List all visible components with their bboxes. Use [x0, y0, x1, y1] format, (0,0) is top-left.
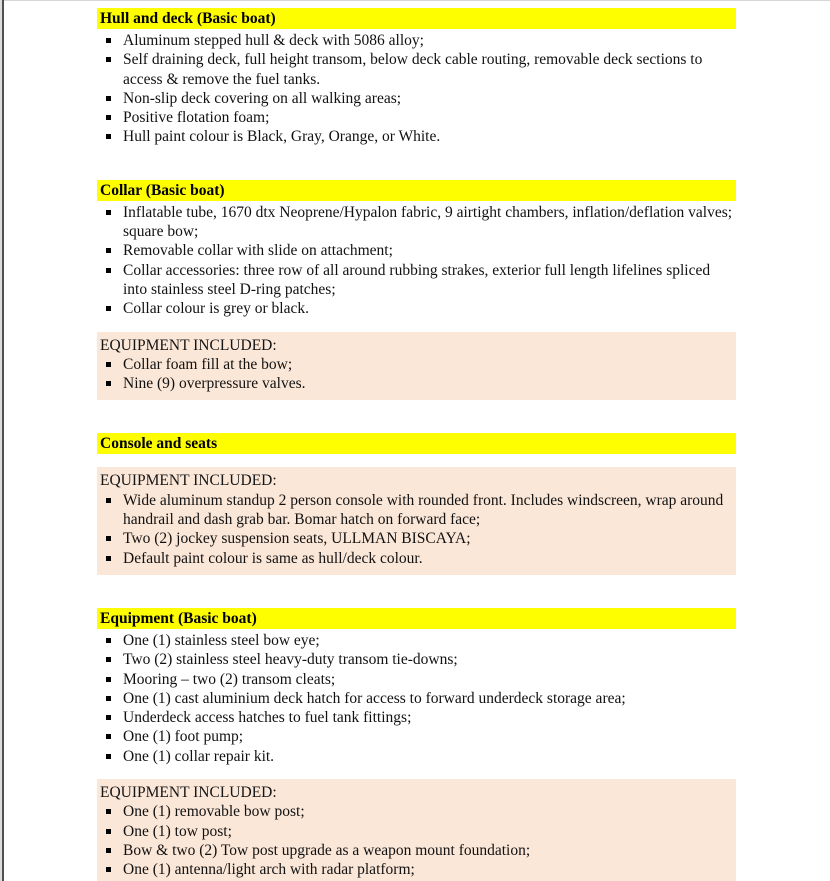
list-item-text: Underdeck access hatches to fuel tank fittings;: [123, 709, 412, 727]
list-item: [97, 374, 736, 393]
bullet-icon: [106, 248, 111, 253]
bullet-icon: [106, 38, 111, 43]
list-item: [97, 549, 736, 568]
document-content: [97, 0, 736, 881]
list-item-text: Bow & two (2) Tow post upgrade as a weapon mount foundation;: [123, 841, 531, 859]
list-item: [97, 127, 736, 146]
list-item: [97, 727, 736, 746]
list-item: [97, 708, 736, 727]
section-header: Equipment (Basic boat): [97, 608, 736, 629]
list-item-text: One (1) collar repair kit.: [123, 747, 275, 765]
list-item-text: One (1) foot pump;: [123, 728, 244, 746]
list-item-text: One (1) antenna/light arch with radar platform;: [123, 861, 415, 879]
list-item: [97, 50, 736, 89]
list-item-text: One (1) removable bow post;: [123, 803, 305, 821]
section-header: Console and seats: [97, 433, 736, 454]
list-item-text: Self draining deck, full height transom, below deck cable routing, removable deck sections to access & remove the fuel tanks.: [123, 51, 703, 88]
list-item-text: Two (2) jockey suspension seats, ULLMAN BISCAYA;: [123, 530, 471, 548]
list-item: [97, 261, 736, 300]
list-item-text: Nine (9) overpressure valves.: [123, 375, 306, 393]
equipment-included-heading: EQUIPMENT INCLUDED:: [100, 784, 277, 802]
equipment-included-heading: EQUIPMENT INCLUDED:: [100, 336, 277, 354]
bullet-icon: [106, 809, 111, 814]
bullet-icon: [106, 134, 111, 139]
list-item-text: Positive flotation foam;: [123, 109, 270, 127]
bullet-icon: [106, 268, 111, 273]
list-item-text: Non-slip deck covering on all walking areas;: [123, 89, 402, 107]
equipment-included-block: [97, 779, 736, 881]
bullet-icon: [106, 381, 111, 386]
list-item-text: Removable collar with slide on attachment;: [123, 242, 393, 260]
equipment-included-block: [97, 467, 736, 574]
list-item-text: Inflatable tube, 1670 dtx Neoprene/Hypalon fabric, 9 airtight chambers, inflation/deflation valves; square bow;: [123, 203, 733, 241]
bullet-icon: [106, 115, 111, 120]
list-item: [97, 355, 736, 374]
list-item: [97, 31, 736, 50]
list-item: [97, 670, 736, 689]
bullet-icon: [106, 498, 111, 503]
list-item: [97, 802, 736, 821]
bullet-list: [97, 31, 736, 147]
bullet-icon: [106, 715, 111, 720]
list-item-text: Aluminum stepped hull & deck with 5086 alloy;: [123, 32, 424, 49]
bullet-icon: [106, 57, 111, 62]
list-item: [97, 491, 736, 530]
equipment-bullet-list: [97, 802, 736, 879]
list-item: [97, 631, 736, 650]
bullet-icon: [106, 848, 111, 853]
bullet-icon: [106, 96, 111, 101]
list-item: [97, 822, 736, 841]
bullet-icon: [106, 638, 111, 643]
bullet-icon: [106, 657, 111, 662]
equipment-bullet-list: [97, 355, 736, 394]
bullet-icon: [106, 556, 111, 561]
bullet-icon: [106, 867, 111, 872]
equipment-included-block: [97, 332, 736, 401]
bullet-icon: [106, 210, 111, 215]
list-item-text: Two (2) stainless steel heavy-duty transom tie-downs;: [123, 651, 458, 669]
list-item: [97, 529, 736, 548]
bullet-icon: [106, 734, 111, 739]
list-item-text: Hull paint colour is Black, Gray, Orange, or White.: [123, 128, 441, 146]
list-item: [97, 860, 736, 879]
list-item-text: Collar colour is grey or black.: [123, 300, 309, 318]
list-item: [97, 747, 736, 766]
bullet-icon: [106, 754, 111, 759]
list-item-text: Wide aluminum standup 2 person console with rounded front. Includes windscreen, wrap around handrail and dash grab bar. Bomar hatch on forward face;: [123, 491, 724, 529]
section-header: Collar (Basic boat): [97, 180, 736, 201]
list-item: [97, 89, 736, 108]
list-item: [97, 689, 736, 708]
bullet-icon: [106, 362, 111, 367]
list-item-text: One (1) stainless steel bow eye;: [123, 631, 320, 649]
list-item: [97, 299, 736, 318]
list-item: [97, 108, 736, 127]
list-item-text: Default paint colour is same as hull/deck colour.: [123, 549, 423, 567]
bullet-icon: [106, 829, 111, 834]
equipment-bullet-list: [97, 491, 736, 568]
list-item-text: Collar accessories: three row of all around rubbing strakes, exterior full length lifelines spliced into stainless steel D-ring patches;: [123, 261, 711, 298]
equipment-included-heading: EQUIPMENT INCLUDED:: [100, 472, 277, 490]
bullet-icon: [106, 677, 111, 682]
list-item-text: Collar foam fill at the bow;: [123, 355, 293, 373]
section-header: Hull and deck (Basic boat): [97, 8, 736, 29]
list-item: [97, 841, 736, 860]
list-item-text: Mooring – two (2) transom cleats;: [123, 670, 336, 688]
bullet-list: [97, 631, 736, 766]
bullet-icon: [106, 696, 111, 701]
bullet-icon: [106, 536, 111, 541]
list-item-text: One (1) cast aluminium deck hatch for access to forward underdeck storage area;: [123, 689, 626, 707]
page-left-border: [2, 0, 4, 881]
list-item: [97, 203, 736, 242]
bullet-list: [97, 203, 736, 319]
bullet-icon: [106, 306, 111, 311]
list-item-text: One (1) tow post;: [123, 822, 232, 840]
list-item: [97, 241, 736, 260]
list-item: [97, 650, 736, 669]
